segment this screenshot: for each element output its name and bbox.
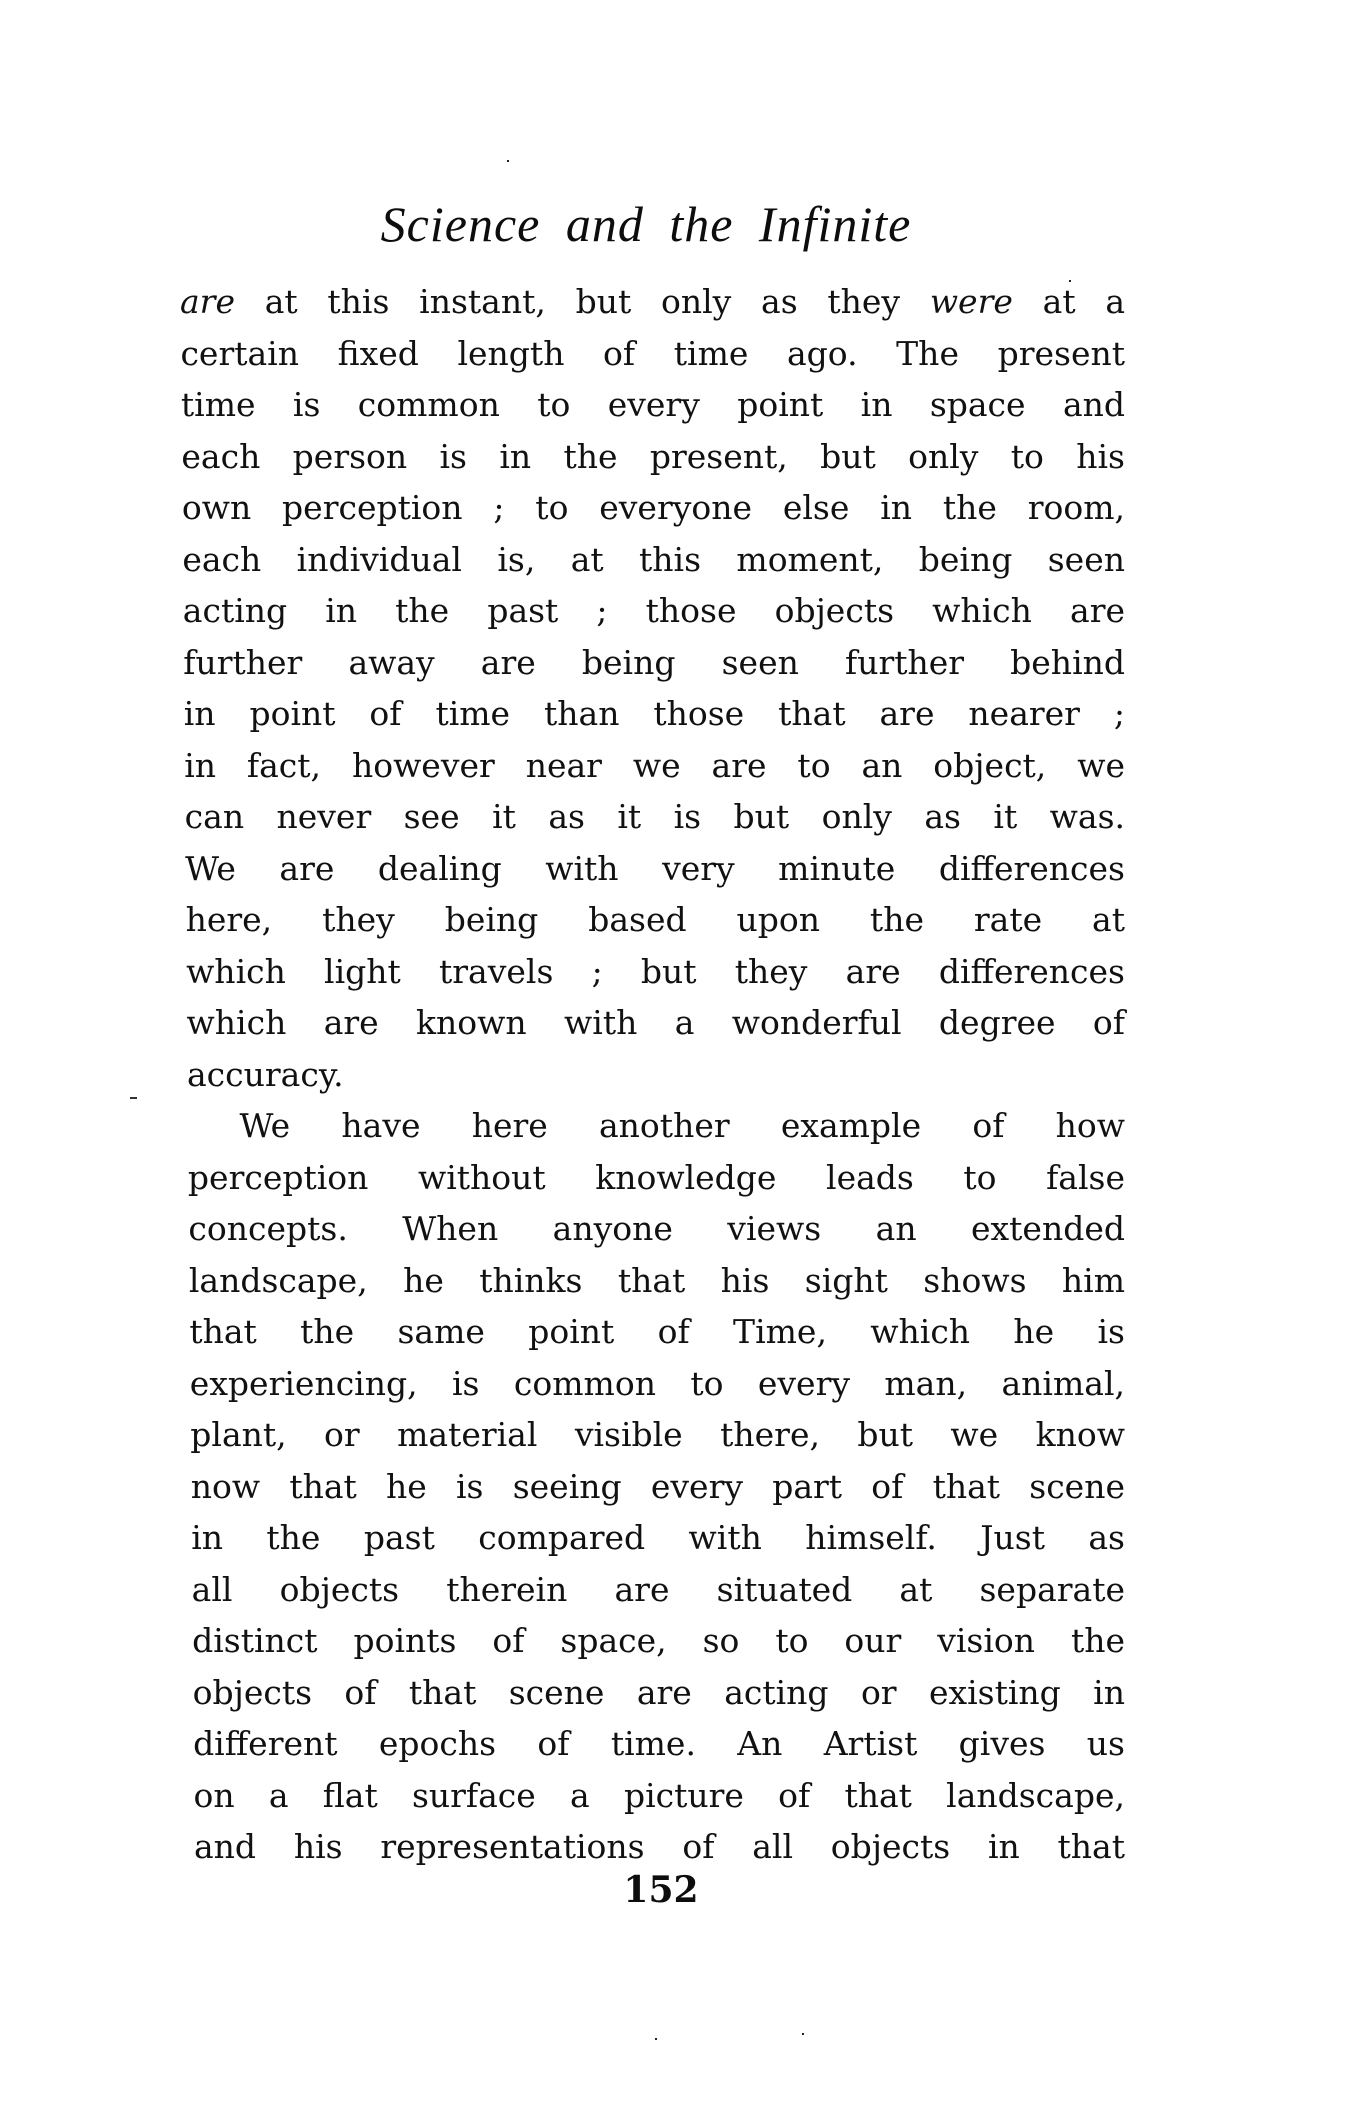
text-run: that the same point of Time, which he is xyxy=(189,1312,1125,1351)
text-run: further away are being seen further behind xyxy=(183,642,1125,682)
text-line xyxy=(189,1255,1125,1307)
text-line xyxy=(183,585,1125,637)
body-text xyxy=(180,276,1125,1873)
text-run: in point of time than those that are nearer ; xyxy=(183,694,1125,733)
paragraph xyxy=(180,276,1125,1100)
scan-mark xyxy=(130,1097,137,1099)
text-line xyxy=(184,688,1125,740)
text-run: here, they being based upon the rate at xyxy=(185,900,1125,939)
text-run: concepts. When anyone views an extended xyxy=(188,1209,1125,1248)
running-head: Science and the Infinite xyxy=(380,196,912,252)
text-run: accuracy. xyxy=(187,1054,344,1094)
text-run: distinct points of space, so to our vision the xyxy=(192,1621,1125,1660)
text-line xyxy=(181,379,1125,431)
text-line xyxy=(192,1564,1125,1616)
page-number: 152 xyxy=(623,1869,699,1911)
text-line xyxy=(180,276,1125,328)
text-run: time is common to every point in space and xyxy=(180,385,1125,424)
text-line xyxy=(190,1358,1125,1410)
text-run: at a xyxy=(1012,282,1126,321)
text-line xyxy=(193,1718,1125,1770)
text-line xyxy=(182,482,1125,534)
text-line xyxy=(191,1461,1125,1513)
text-line xyxy=(183,637,1125,689)
text-line xyxy=(193,1667,1125,1719)
text-run: can never see it as it is but only as it was. xyxy=(184,797,1125,836)
text-run: each person is in the present, but only to his xyxy=(181,436,1125,476)
paragraph xyxy=(180,1100,1125,1873)
text-run: and his representations of all objects in that xyxy=(194,1827,1125,1866)
text-line xyxy=(192,1615,1125,1667)
text-line xyxy=(188,1152,1125,1204)
text-run: in fact, however near we are to an object, we xyxy=(184,745,1125,785)
italic-word: are xyxy=(180,282,235,321)
text-line xyxy=(194,1770,1125,1822)
scan-speck xyxy=(507,160,509,162)
text-run: plant, or material visible there, but we know xyxy=(190,1415,1125,1454)
text-line xyxy=(184,740,1125,792)
text-run: at this instant, but only as they xyxy=(234,282,930,321)
text-run: on a flat surface a picture of that landscape, xyxy=(193,1775,1125,1815)
text-run: objects of that scene are acting or existing in xyxy=(192,1672,1125,1712)
text-line xyxy=(187,1049,1125,1101)
text-run: experiencing, is common to every man, animal, xyxy=(189,1363,1125,1403)
text-line xyxy=(180,328,1125,380)
text-line xyxy=(181,431,1125,483)
text-line xyxy=(188,1203,1125,1255)
text-line xyxy=(187,1100,1125,1152)
text-run: certain fixed length of time ago. The present xyxy=(180,333,1125,373)
scan-speck xyxy=(655,2038,657,2040)
text-run: perception without knowledge leads to false xyxy=(187,1157,1125,1197)
text-run: now that he is seeing every part of that scene xyxy=(190,1466,1125,1506)
italic-word: were xyxy=(929,282,1013,321)
text-run: acting in the past ; those objects which are xyxy=(182,591,1125,630)
text-run: all objects therein are situated at separate xyxy=(191,1569,1125,1609)
text-run: which light travels ; but they are differences xyxy=(186,951,1125,991)
text-run: in the past compared with himself. Just as xyxy=(191,1518,1125,1557)
text-run: own perception ; to everyone else in the room, xyxy=(181,488,1125,527)
text-run: We have here another example of how xyxy=(239,1106,1125,1145)
text-run: which are known with a wonderful degree of xyxy=(186,1003,1125,1042)
text-line xyxy=(190,1409,1125,1461)
text-line xyxy=(185,791,1125,843)
text-line xyxy=(189,1306,1125,1358)
text-run: We are dealing with very minute differences xyxy=(185,848,1125,888)
text-line xyxy=(194,1821,1125,1873)
text-run: landscape, he thinks that his sight shows him xyxy=(188,1260,1125,1300)
text-run: different epochs of time. An Artist gives us xyxy=(193,1724,1125,1763)
scan-speck xyxy=(802,2033,804,2035)
text-line xyxy=(187,997,1125,1049)
text-line xyxy=(182,534,1125,586)
text-line xyxy=(186,946,1125,998)
text-line xyxy=(186,894,1125,946)
text-line xyxy=(191,1512,1125,1564)
text-run: each individual is, at this moment, being seen xyxy=(182,539,1125,579)
text-line xyxy=(185,843,1125,895)
